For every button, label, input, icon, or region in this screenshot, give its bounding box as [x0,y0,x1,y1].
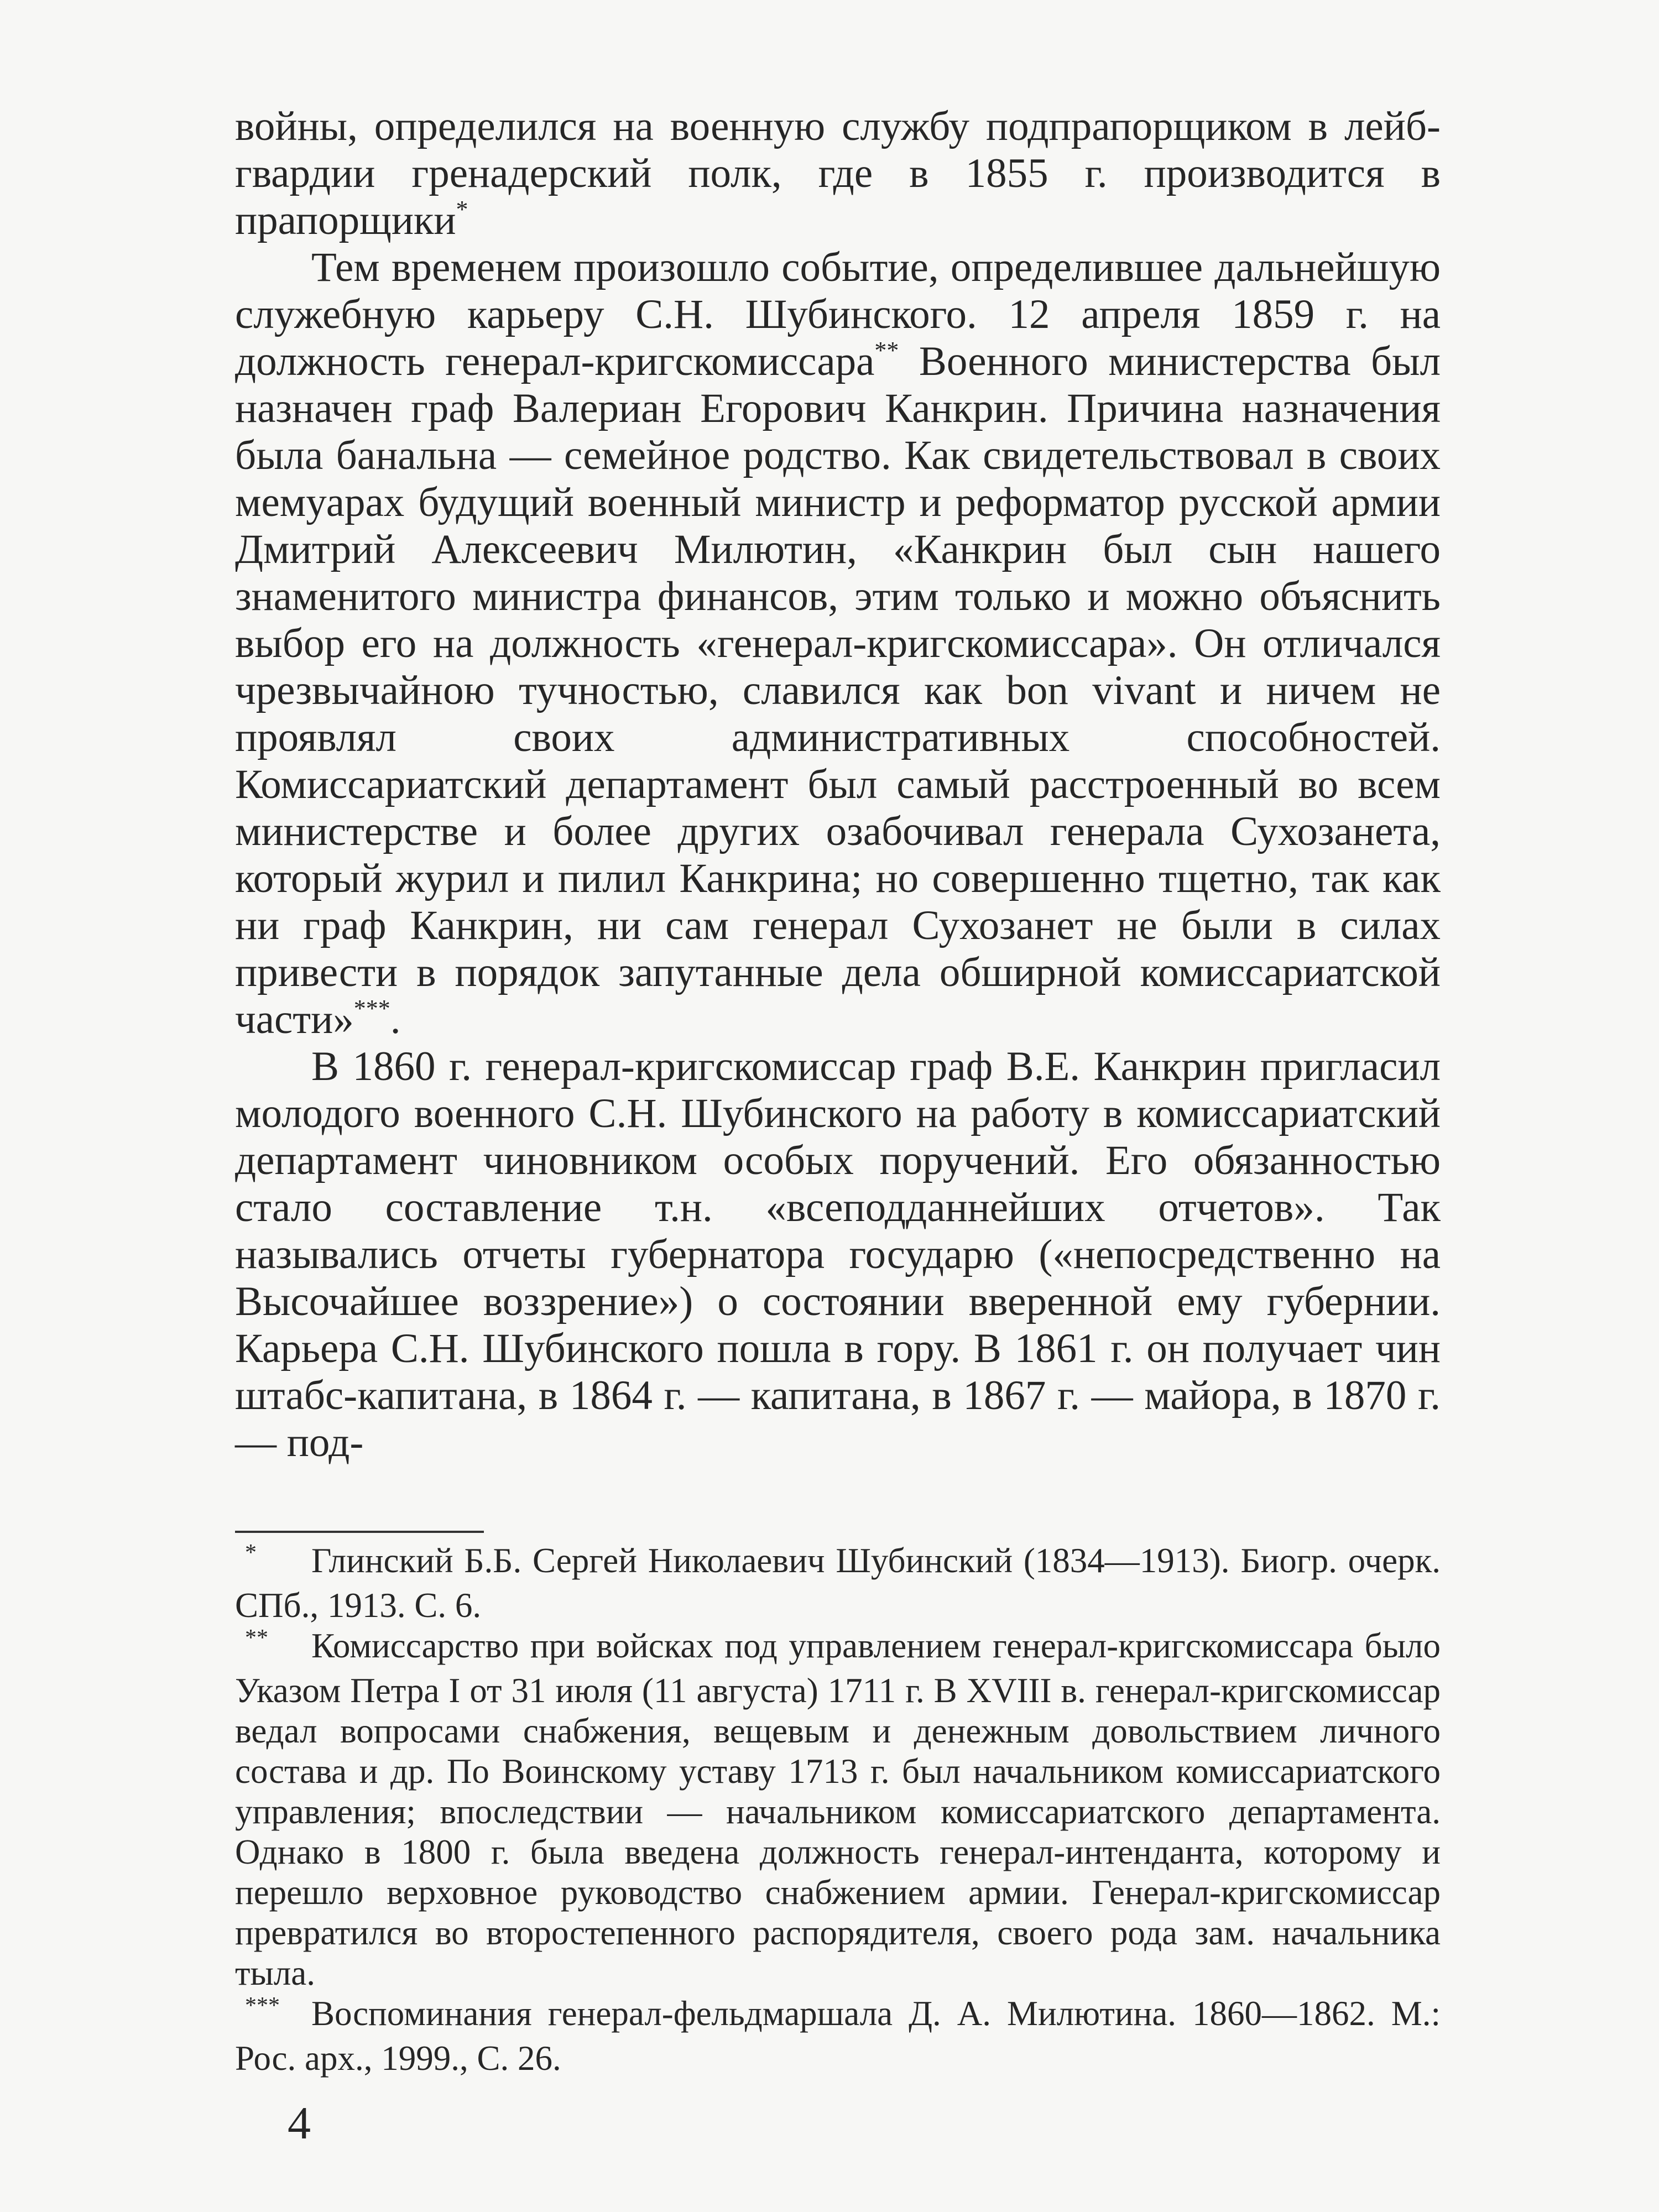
paragraph-2-text-a: Тем временем произошло событие, определившее дальнейшую служебную карьеру С.Н. Шубинского. 12 апреля 1859 г. на должность генерал-кригскомиссара [235,244,1441,384]
footnotes [235,1541,1441,2079]
footnote-ref-2: ** [874,337,899,364]
footnote-3 [235,1994,1441,2079]
paragraph-2-end: . [390,997,401,1042]
footnote-3-text: Воспоминания генерал-фельдмаршала Д. А. Милютина. 1860—1862. М.: Рос. арх., 1999., С. 26. [235,1994,1441,2078]
paragraph-1-text: войны, определился на военную службу подпрапорщиком в лейб-гвардии гренадерский полк, где в 1855 г. производится в прапорщики [235,103,1441,243]
footnote-1 [235,1541,1441,1626]
footnote-2 [235,1626,1441,1994]
footnote-ref-3: *** [353,995,390,1022]
paragraph-3: В 1860 г. генерал-кригскомиссар граф В.Е. Канкрин пригласил молодого военного С.Н. Шубинского на работу в комиссариатский департамент чиновником особых поручений. Его обязанностью стало составление т.н. «всеподданнейших отчетов». Так назывались отчеты губернатора государю («непосредственно на Высочайшее воззрение») о состоянии вверенной ему губернии. Карьера С.Н. Шубинского пошла в гору. В 1861 г. он получает чин штабс-капитана, в 1864 г. — капитана, в 1867 г. — майора, в 1870 г. — под- [235,1044,1441,1465]
page-number: 4 [288,2098,311,2149]
paragraph-2-text-b: Военного министерства был назначен граф Валериан Егорович Канкрин. Причина назначения была банальна — семейное родство. Как свидетельствовал в своих мемуарах будущий военный министр и реформатор русской армии Дмитрий Алексеевич Милютин, «Канкрин был сын нашего знаменитого министра финансов, этим только и можно объяснить выбор его на должность «генерал-кригскомиссара». Он отличался чрезвычайною тучностью, славился как bon vivant и ничем не проявлял своих административных способностей. Комиссариатский департамент был самый расстроенный во всем министерстве и более других озабочивал генерала Сухозанета, который журил и пилил Канкрина; но совершенно тщетно, так как ни граф Канкрин, ни сам генерал Сухозанет не были в силах привести в порядок запутанные дела обширной комиссариатской части» [235,338,1441,1042]
footnote-1-text: Глинский Б.Б. Сергей Николаевич Шубинский (1834—1913). Биогр. очерк. СПб., 1913. С. 6. [235,1541,1441,1625]
footnote-3-mark: *** [245,1993,280,2018]
footnote-1-mark: * [245,1540,257,1566]
paragraph-2 [235,244,1441,1043]
footnote-ref-1: * [456,196,468,223]
paragraph-1 [235,103,1441,244]
footnote-2-text: Комиссарство при войсках под управлением генерал-кригскомиссара было Указом Петра I от 31 июля (11 августа) 1711 г. В XVIII в. генерал-кригскомиссар ведал вопросами снабжения, вещевым и денежным довольствием личного состава и др. По Воинскому уставу 1713 г. был начальником комиссариатского управления; впоследствии — начальником комиссариатского департамента. Однако в 1800 г. была введена должность генерал-интенданта, которому и перешло верховное руководство снабжением армии. Генерал-кригскомиссар превратился во второстепенного распорядителя, своего рода зам. начальника тыла. [235,1626,1441,1992]
main-text [235,103,1441,1466]
footnote-2-mark: ** [245,1625,268,1651]
